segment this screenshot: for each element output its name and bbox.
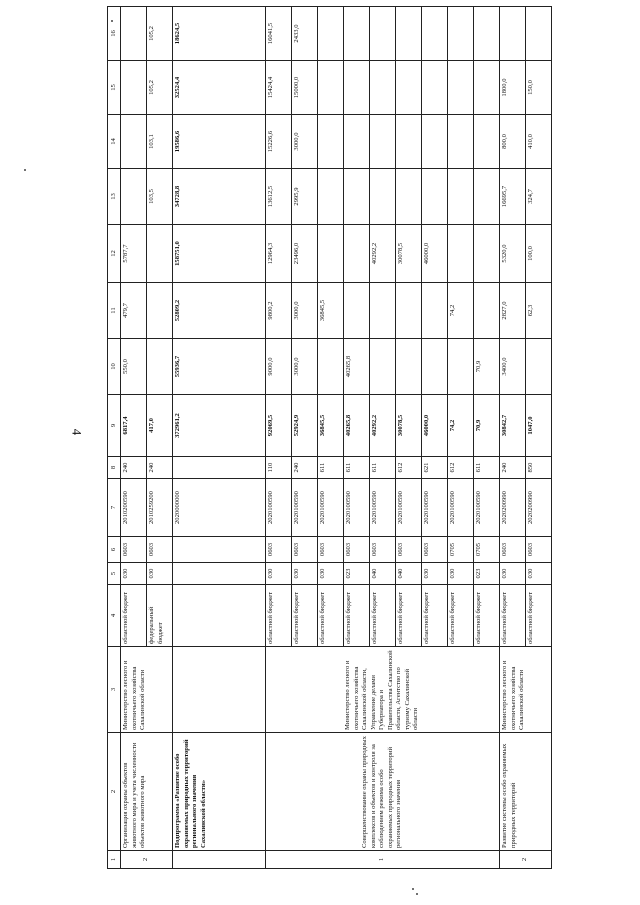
amount-2015: 62,3 bbox=[526, 283, 552, 339]
column-number-header: 10 bbox=[108, 339, 121, 395]
amount-2018 bbox=[344, 115, 370, 169]
scan-speck bbox=[412, 888, 414, 890]
amount-2017: 34728,8 bbox=[173, 169, 266, 225]
column-number-header: 15 bbox=[108, 61, 121, 115]
amount-2018 bbox=[370, 115, 396, 169]
row-number-cell: 2 bbox=[500, 851, 552, 869]
amount-2017: 13612,5 bbox=[266, 169, 292, 225]
column-number-header: 13 bbox=[108, 169, 121, 225]
amount-2019 bbox=[370, 61, 396, 115]
amount-2020: 18624,5 bbox=[173, 7, 266, 61]
expense-type-code: 240 bbox=[292, 457, 318, 479]
section-code: 0705 bbox=[448, 537, 474, 563]
amount-2017 bbox=[396, 169, 422, 225]
funding-source: областной бюджет bbox=[318, 585, 344, 647]
grbs-code: 030 bbox=[318, 563, 344, 585]
column-number-header: 16 bbox=[108, 7, 121, 61]
column-number-header: 2 bbox=[108, 733, 121, 851]
amount-2016 bbox=[318, 225, 344, 283]
amount-2018: 15226,6 bbox=[266, 115, 292, 169]
section-code: 0603 bbox=[526, 537, 552, 563]
amount-2018: 3000,0 bbox=[292, 115, 318, 169]
total-amount: 40292,2 bbox=[370, 395, 396, 457]
grbs-code: 030 bbox=[448, 563, 474, 585]
amount-2014 bbox=[370, 339, 396, 395]
total-amount: 36845,5 bbox=[318, 395, 344, 457]
amount-2015: 52809,2 bbox=[173, 283, 266, 339]
executor-cell: Министерство лесного и охотничьего хозяйства Сахалинской области bbox=[500, 647, 552, 733]
expense-type-code: 611 bbox=[474, 457, 500, 479]
total-amount: 417,0 bbox=[147, 395, 173, 457]
scan-speck bbox=[416, 893, 418, 895]
grbs-code: 040 bbox=[370, 563, 396, 585]
measure-name-cell: Развитие системы особо охраняемых природных территорий bbox=[500, 733, 552, 851]
measure-name-cell: Совершенствование охраны природных комплексов и объектов и контроля за соблюдением режима особо охраняемых природных территорий регионального значения bbox=[266, 733, 500, 851]
column-number-header: 9 bbox=[108, 395, 121, 457]
section-code: 0705 bbox=[474, 537, 500, 563]
expense-type-code: 611 bbox=[370, 457, 396, 479]
funding-source: областной бюджет bbox=[500, 585, 526, 647]
measure-name-cell: Подпрограмма «Развитие особо охраняемых природных территорий регионального значения Сахалинской области» bbox=[173, 733, 266, 851]
amount-2019: 1800,0 bbox=[500, 61, 526, 115]
expense-type-code: 611 bbox=[344, 457, 370, 479]
amount-2014 bbox=[396, 339, 422, 395]
amount-2017 bbox=[448, 169, 474, 225]
executor-cell: Министерство лесного и охотничьего хозяйства Сахалинской области, Управление делами Губернатора и Правительства Сахалинской области, Агентство по туризму Сахалинской области bbox=[266, 647, 500, 733]
grbs-code: 030 bbox=[292, 563, 318, 585]
total-amount: 30078,5 bbox=[396, 395, 422, 457]
column-number-header: 6 bbox=[108, 537, 121, 563]
amount-2018 bbox=[474, 115, 500, 169]
target-article-code: 2020200990 bbox=[526, 479, 552, 537]
amount-2017 bbox=[370, 169, 396, 225]
amount-2020 bbox=[121, 7, 147, 61]
amount-2016: 46000,0 bbox=[422, 225, 448, 283]
expense-type-code: 240 bbox=[121, 457, 147, 479]
amount-2020 bbox=[500, 7, 526, 61]
expense-type-code: 110 bbox=[266, 457, 292, 479]
scan-speck bbox=[111, 20, 113, 22]
scan-speck bbox=[24, 169, 26, 171]
column-number-header: 14 bbox=[108, 115, 121, 169]
amount-2019: 15424,4 bbox=[266, 61, 292, 115]
total-amount: 74,2 bbox=[448, 395, 474, 457]
executor-cell: Министерство лесного и охотничьего хозяйства Сахалинской области bbox=[121, 647, 173, 733]
amount-2017: 2995,9 bbox=[292, 169, 318, 225]
target-article-code: 2020100590 bbox=[266, 479, 292, 537]
section-code: 0603 bbox=[147, 537, 173, 563]
funding-source: областной бюджет bbox=[266, 585, 292, 647]
column-number-header: 8 bbox=[108, 457, 121, 479]
total-amount: 30842,7 bbox=[500, 395, 526, 457]
amount-2019 bbox=[121, 61, 147, 115]
amount-2018 bbox=[422, 115, 448, 169]
grbs-code: 030 bbox=[147, 563, 173, 585]
target-article-code: 2020200990 bbox=[500, 479, 526, 537]
table-body bbox=[121, 7, 552, 869]
column-number-header: 3 bbox=[108, 647, 121, 733]
section-code: 0603 bbox=[422, 537, 448, 563]
expense-type-code bbox=[173, 457, 266, 479]
grbs-code bbox=[173, 563, 266, 585]
amount-2018: 800,0 bbox=[500, 115, 526, 169]
amount-2014 bbox=[318, 339, 344, 395]
amount-2020 bbox=[422, 7, 448, 61]
column-number-header: 11 bbox=[108, 283, 121, 339]
amount-2019 bbox=[396, 61, 422, 115]
amount-2016: 158751,0 bbox=[173, 225, 266, 283]
amount-2015: 74,2 bbox=[448, 283, 474, 339]
column-number-header: 7 bbox=[108, 479, 121, 537]
table-row bbox=[266, 7, 292, 869]
amount-2019: 32524,4 bbox=[173, 61, 266, 115]
amount-2016: 5787,7 bbox=[121, 225, 147, 283]
amount-2015 bbox=[147, 283, 173, 339]
funding-source: областной бюджет bbox=[370, 585, 396, 647]
funding-source: областной бюджет bbox=[448, 585, 474, 647]
amount-2015: 3000,0 bbox=[292, 283, 318, 339]
total-amount: 372961,2 bbox=[173, 395, 266, 457]
expense-type-code: 621 bbox=[422, 457, 448, 479]
amount-2019: 150,0 bbox=[526, 61, 552, 115]
funding-source: областной бюджет bbox=[474, 585, 500, 647]
amount-2016: 5320,0 bbox=[500, 225, 526, 283]
amount-2018: 103,1 bbox=[147, 115, 173, 169]
amount-2020 bbox=[318, 7, 344, 61]
expense-type-code: 850 bbox=[526, 457, 552, 479]
column-number-header: 1 bbox=[108, 851, 121, 869]
target-article-code: 2020000000 bbox=[173, 479, 266, 537]
amount-2017 bbox=[344, 169, 370, 225]
amount-2014 bbox=[147, 339, 173, 395]
amount-2020: 2433,0 bbox=[292, 7, 318, 61]
amount-2014: 40265,8 bbox=[344, 339, 370, 395]
section-code: 0603 bbox=[121, 537, 147, 563]
amount-2018: 19586,6 bbox=[173, 115, 266, 169]
amount-2019: 15000,0 bbox=[292, 61, 318, 115]
target-article-code: 2020100590 bbox=[448, 479, 474, 537]
amount-2015 bbox=[344, 283, 370, 339]
amount-2018: 410,0 bbox=[526, 115, 552, 169]
amount-2015: 36845,5 bbox=[318, 283, 344, 339]
amount-2018 bbox=[396, 115, 422, 169]
measure-name-cell: Организация охраны объектов животного мира и учета численности объектов животного мира bbox=[121, 733, 173, 851]
amount-2014 bbox=[448, 339, 474, 395]
target-article-code: 2020100590 bbox=[422, 479, 448, 537]
grbs-code: 023 bbox=[474, 563, 500, 585]
table-row bbox=[500, 7, 526, 869]
amount-2020 bbox=[396, 7, 422, 61]
amount-2016: 30078,5 bbox=[396, 225, 422, 283]
amount-2019 bbox=[344, 61, 370, 115]
funding-source: областной бюджет bbox=[526, 585, 552, 647]
amount-2017 bbox=[121, 169, 147, 225]
amount-2018 bbox=[318, 115, 344, 169]
target-article-code: 2010259200 bbox=[147, 479, 173, 537]
grbs-code: 030 bbox=[422, 563, 448, 585]
amount-2019 bbox=[318, 61, 344, 115]
section-code bbox=[173, 537, 266, 563]
row-number-cell bbox=[173, 851, 266, 869]
amount-2014: 3000,0 bbox=[292, 339, 318, 395]
page-number: 4 bbox=[69, 428, 85, 436]
funding-source: областной бюджет bbox=[344, 585, 370, 647]
grbs-code: 023 bbox=[344, 563, 370, 585]
budget-table bbox=[107, 6, 552, 869]
amount-2016 bbox=[474, 225, 500, 283]
expense-type-code: 612 bbox=[396, 457, 422, 479]
target-article-code: 2020100590 bbox=[318, 479, 344, 537]
funding-source: областной бюджет bbox=[121, 585, 147, 647]
amount-2017: 16695,7 bbox=[500, 169, 526, 225]
total-amount: 46000,0 bbox=[422, 395, 448, 457]
total-amount: 1047,0 bbox=[526, 395, 552, 457]
grbs-code: 030 bbox=[526, 563, 552, 585]
funding-source: областной бюджет bbox=[292, 585, 318, 647]
section-code: 0603 bbox=[500, 537, 526, 563]
amount-2016: 100,0 bbox=[526, 225, 552, 283]
expense-type-code: 240 bbox=[147, 457, 173, 479]
column-number-header: 12 bbox=[108, 225, 121, 283]
amount-2020 bbox=[344, 7, 370, 61]
amount-2016 bbox=[344, 225, 370, 283]
target-article-code: 2020100590 bbox=[292, 479, 318, 537]
target-article-code: 2020100590 bbox=[370, 479, 396, 537]
funding-source: федеральный бюджет bbox=[147, 585, 173, 647]
amount-2019 bbox=[422, 61, 448, 115]
amount-2014: 55936,7 bbox=[173, 339, 266, 395]
section-code: 0603 bbox=[344, 537, 370, 563]
amount-2015: 479,7 bbox=[121, 283, 147, 339]
amount-2015 bbox=[370, 283, 396, 339]
table-row bbox=[173, 7, 266, 869]
section-code: 0603 bbox=[396, 537, 422, 563]
expense-type-code: 611 bbox=[318, 457, 344, 479]
target-article-code: 2020100590 bbox=[396, 479, 422, 537]
amount-2017: 103,5 bbox=[147, 169, 173, 225]
section-code: 0603 bbox=[370, 537, 396, 563]
amount-2020 bbox=[526, 7, 552, 61]
expense-type-code: 612 bbox=[448, 457, 474, 479]
amount-2020 bbox=[370, 7, 396, 61]
row-number-cell: 1 bbox=[266, 851, 500, 869]
grbs-code: 030 bbox=[121, 563, 147, 585]
amount-2017 bbox=[474, 169, 500, 225]
total-amount: 92069,5 bbox=[266, 395, 292, 457]
grbs-code: 040 bbox=[396, 563, 422, 585]
amount-2015 bbox=[396, 283, 422, 339]
executor-cell bbox=[173, 647, 266, 733]
amount-2014: 3400,0 bbox=[500, 339, 526, 395]
expense-type-code: 240 bbox=[500, 457, 526, 479]
amount-2015 bbox=[474, 283, 500, 339]
amount-2017 bbox=[422, 169, 448, 225]
amount-2019 bbox=[448, 61, 474, 115]
amount-2020 bbox=[474, 7, 500, 61]
amount-2020: 105,2 bbox=[147, 7, 173, 61]
amount-2014 bbox=[422, 339, 448, 395]
amount-2015 bbox=[422, 283, 448, 339]
column-number-header: 5 bbox=[108, 563, 121, 585]
total-amount: 6817,4 bbox=[121, 395, 147, 457]
column-number-header-row bbox=[108, 7, 121, 869]
amount-2019: 105,2 bbox=[147, 61, 173, 115]
target-article-code: 2020100590 bbox=[344, 479, 370, 537]
column-number-header: 4 bbox=[108, 585, 121, 647]
rotated-page-content bbox=[107, 22, 534, 869]
funding-source: областной бюджет bbox=[422, 585, 448, 647]
grbs-code: 030 bbox=[266, 563, 292, 585]
target-article-code: 2020100590 bbox=[474, 479, 500, 537]
amount-2016 bbox=[147, 225, 173, 283]
section-code: 0603 bbox=[318, 537, 344, 563]
target-article-code: 2010200590 bbox=[121, 479, 147, 537]
amount-2014: 550,0 bbox=[121, 339, 147, 395]
section-code: 0603 bbox=[266, 537, 292, 563]
amount-2014: 9000,0 bbox=[266, 339, 292, 395]
amount-2016 bbox=[448, 225, 474, 283]
table-row bbox=[121, 7, 147, 869]
total-amount: 52924,9 bbox=[292, 395, 318, 457]
total-amount: 70,9 bbox=[474, 395, 500, 457]
amount-2020: 16041,5 bbox=[266, 7, 292, 61]
grbs-code: 030 bbox=[500, 563, 526, 585]
total-amount: 40265,8 bbox=[344, 395, 370, 457]
row-number-cell: 2 bbox=[121, 851, 173, 869]
amount-2015: 9800,2 bbox=[266, 283, 292, 339]
amount-2017: 324,7 bbox=[526, 169, 552, 225]
amount-2016: 12964,3 bbox=[266, 225, 292, 283]
amount-2020 bbox=[448, 7, 474, 61]
amount-2014: 70,9 bbox=[474, 339, 500, 395]
amount-2016: 40292,2 bbox=[370, 225, 396, 283]
funding-source: областной бюджет bbox=[396, 585, 422, 647]
amount-2015: 2827,0 bbox=[500, 283, 526, 339]
amount-2018 bbox=[448, 115, 474, 169]
amount-2017 bbox=[318, 169, 344, 225]
amount-2014 bbox=[526, 339, 552, 395]
amount-2019 bbox=[474, 61, 500, 115]
section-code: 0603 bbox=[292, 537, 318, 563]
funding-source bbox=[173, 585, 266, 647]
amount-2018 bbox=[121, 115, 147, 169]
amount-2016: 23496,0 bbox=[292, 225, 318, 283]
